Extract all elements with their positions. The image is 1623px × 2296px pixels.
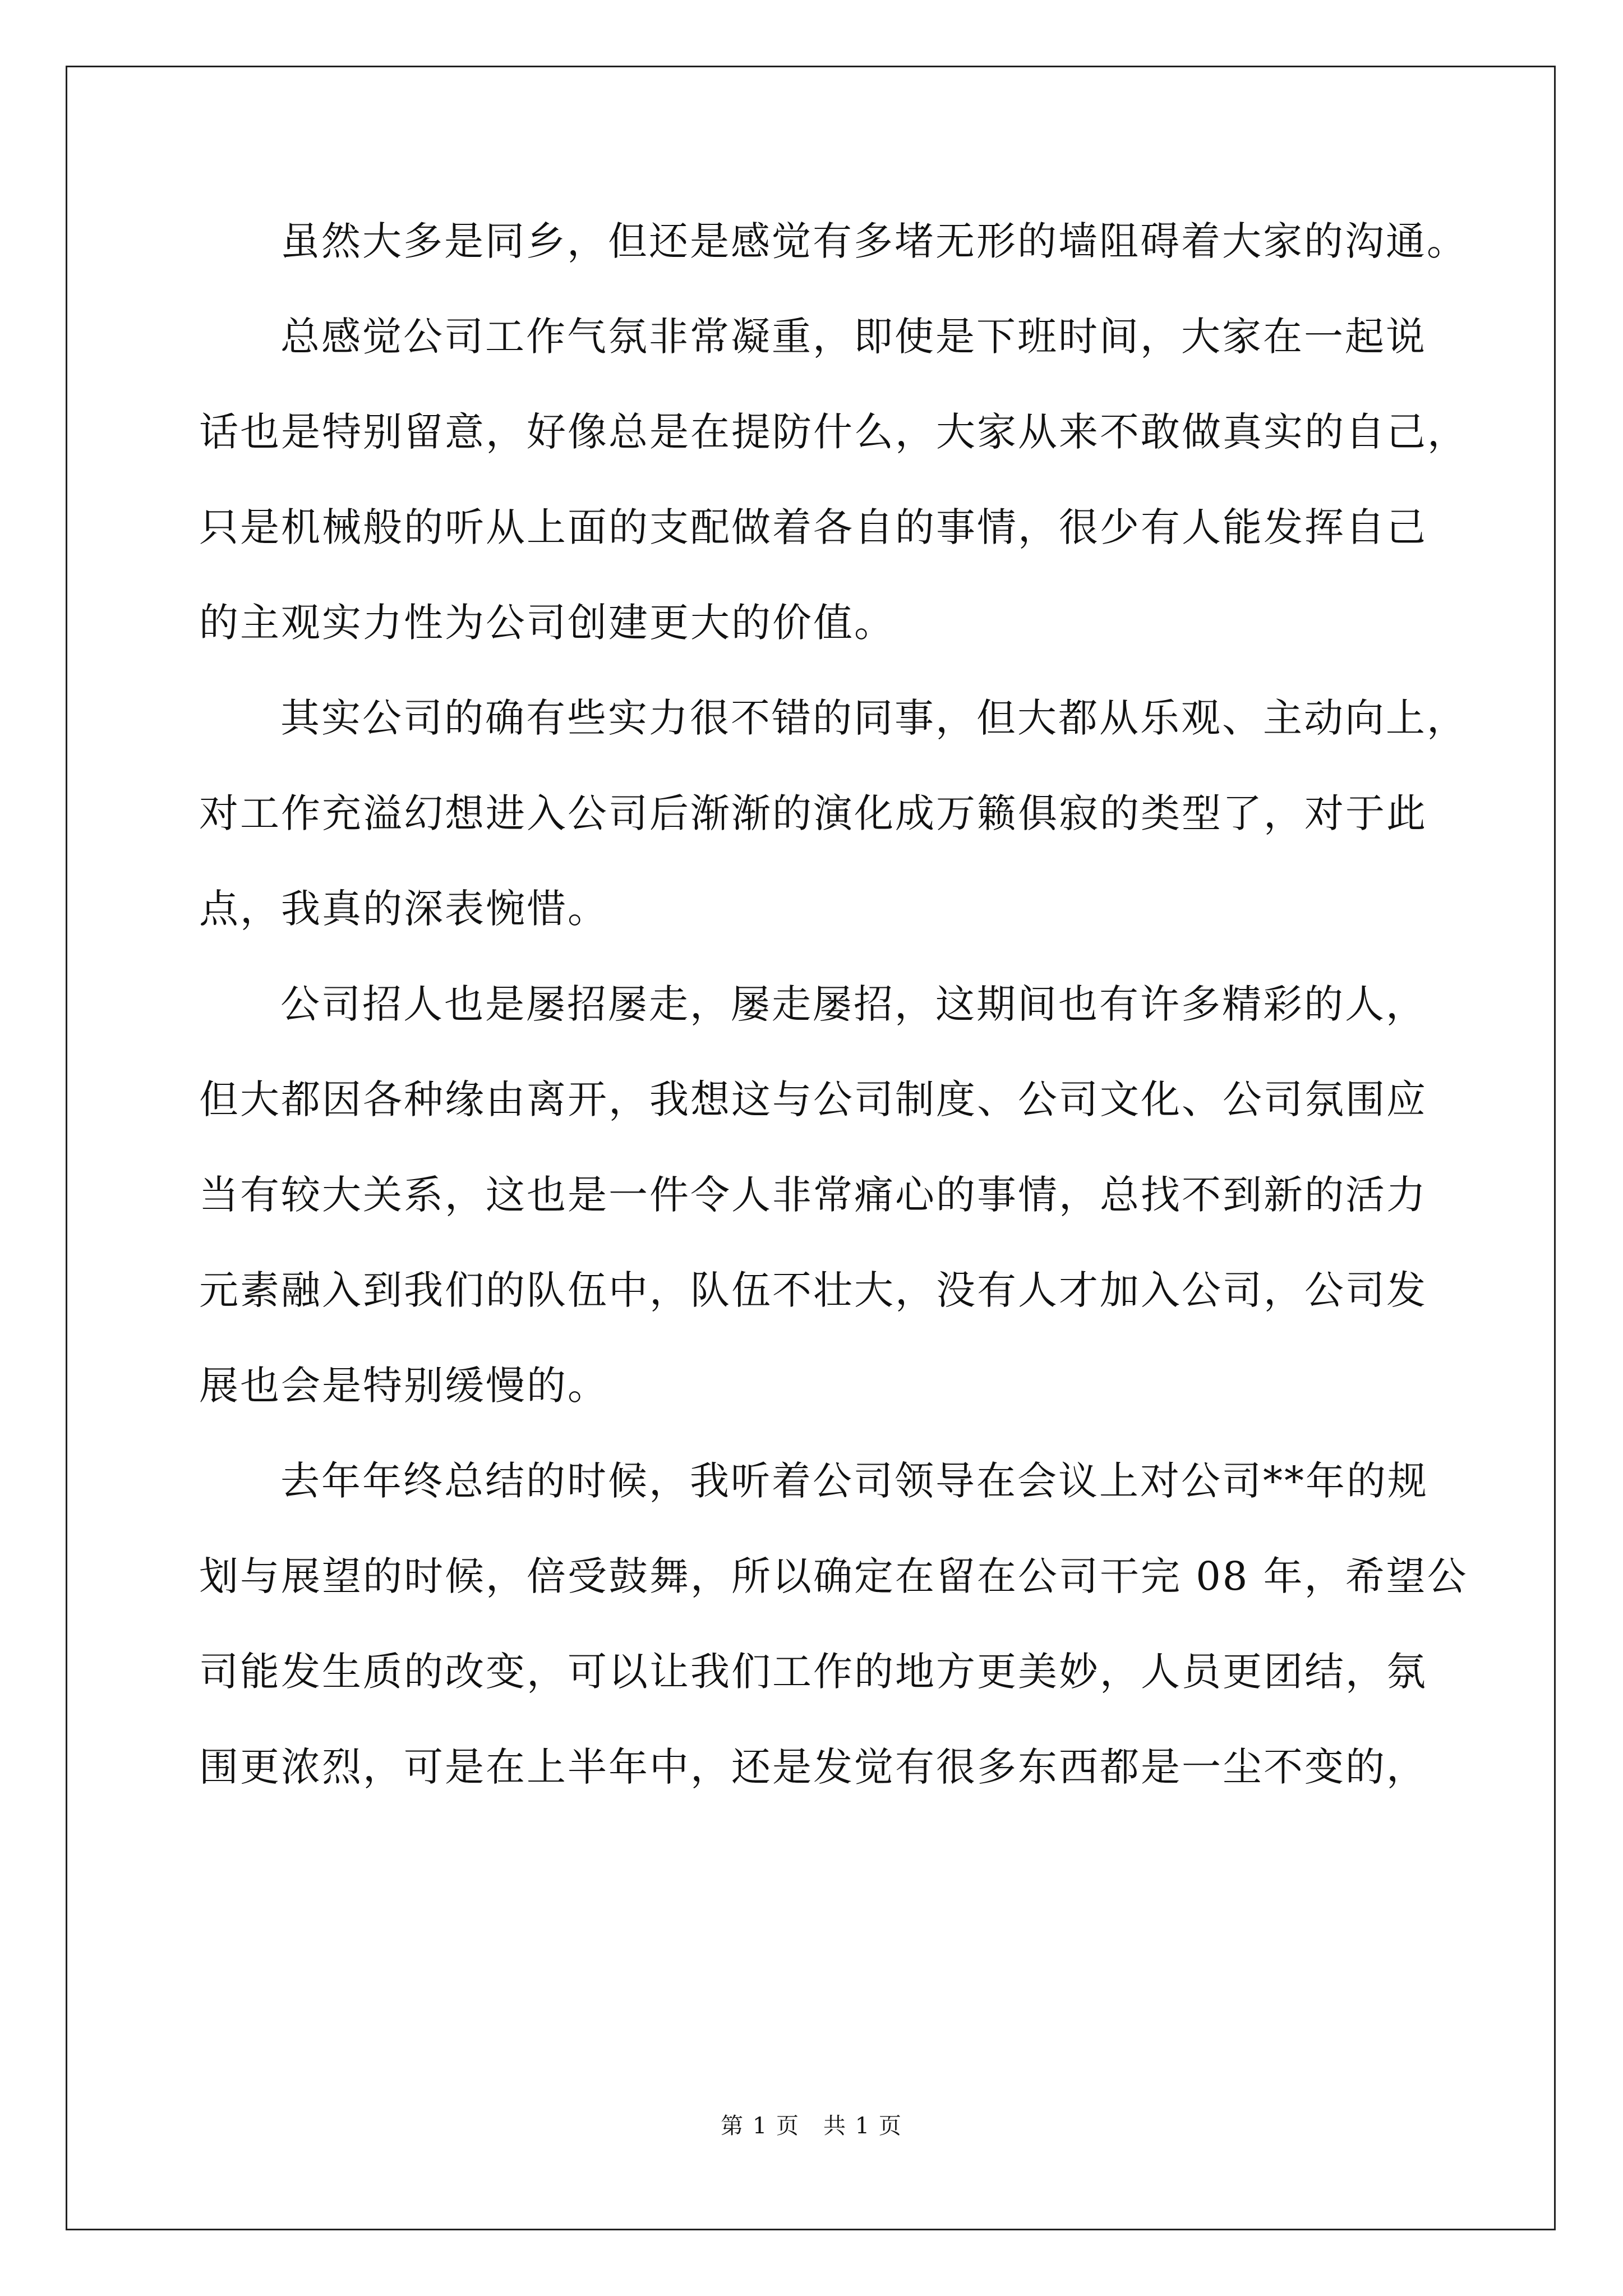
text-line: 总感觉公司工作气氛非常凝重，即使是下班时间，大家在一起说 xyxy=(280,314,1427,360)
text-line: 展也会是特别缓慢的。 xyxy=(199,1363,608,1409)
text-line: 元素融入到我们的队伍中，队伍不壮大，没有人才加入公司，公司发 xyxy=(199,1267,1427,1313)
text-line: 当有较大关系，这也是一件令人非常痛心的事情，总找不到新的活力 xyxy=(199,1172,1427,1218)
text-line: 去年年终总结的时候，我听着公司领导在会议上对公司**年的规 xyxy=(280,1458,1428,1504)
text-line: 虽然大多是同乡，但还是感觉有多堵无形的墙阻碍着大家的沟通。 xyxy=(280,218,1468,264)
text-line: 只是机械般的听从上面的支配做着各自的事情，很少有人能发挥自己 xyxy=(199,504,1427,550)
text-line: 公司招人也是屡招屡走，屡走屡招，这期间也有许多精彩的人， xyxy=(280,981,1427,1027)
text-line: 点，我真的深表惋惜。 xyxy=(199,886,608,932)
text-line: 围更浓烈，可是在上半年中，还是发觉有很多东西都是一尘不变的， xyxy=(199,1744,1427,1790)
text-line: 对工作充溢幻想进入公司后渐渐的演化成万籁俱寂的类型了，对于此 xyxy=(199,790,1427,836)
document-body xyxy=(199,194,1468,1815)
page-number-footer: 第 1 页 共 1 页 xyxy=(721,2113,902,2139)
text-line: 划与展望的时候，倍受鼓舞，所以确定在留在公司干完 08 年，希望公 xyxy=(199,1553,1468,1599)
text-line: 的主观实力性为公司创建更大的价值。 xyxy=(199,600,895,646)
text-line: 司能发生质的改变，可以让我们工作的地方更美妙，人员更团结，氛 xyxy=(199,1649,1427,1695)
text-line: 其实公司的确有些实力很不错的同事，但大都从乐观、主动向上， xyxy=(280,695,1468,741)
text-line: 但大都因各种缘由离开，我想这与公司制度、公司文化、公司氛围应 xyxy=(199,1076,1427,1122)
text-line: 话也是特别留意，好像总是在提防什么，大家从来不敢做真实的自己， xyxy=(199,409,1468,455)
